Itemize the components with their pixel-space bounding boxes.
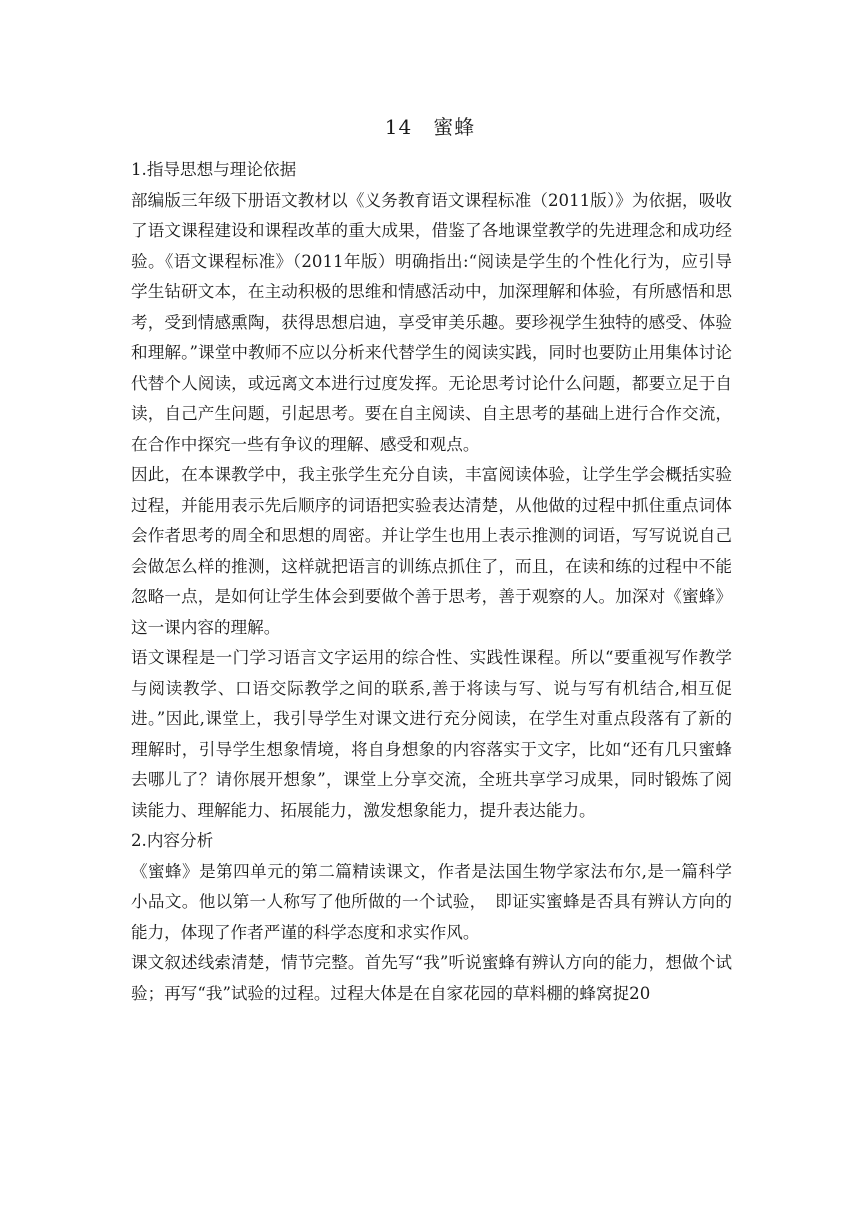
document-title: 14 蜜蜂 [384, 115, 476, 139]
section-heading-content-analysis: 2.内容分析 [131, 831, 214, 850]
paragraph-text-introduction: 《蜜蜂》是第四单元的第二篇精读课文，作者是法国生物学家法布尔,是一篇科学小品文。他以第一人称写了他所做的一个试验， 即证实蜜蜂是否具有辨认方向的能力，体现了作者严谨的科学态度和求实作风。 [131, 861, 732, 942]
paragraph-teaching-approach: 因此，在本课教学中，我主张学生充分自读，丰富阅读体验，让学生学会概括实验过程，并能用表示先后顺序的词语把实验表达清楚，从他做的过程中抓住重点词体会作者思考的周全和思想的周密。并让学生也用上表示推测的词语，写写说说自己会做怎么样的推测，这样就把语言的训练点抓住了，而且，在读和练的过程中不能忽略一点，是如何让学生体会到要做个善于思考，善于观察的人。加深对《蜜蜂》这一课内容的理解。 [131, 465, 732, 637]
section-heading-guiding-ideology: 1.指导思想与理论依据 [131, 160, 297, 179]
document-body [131, 155, 732, 1009]
paragraph-reading-writing: 语文课程是一门学习语言文字运用的综合性、实践性课程。所以“要重视写作教学与阅读教学、口语交际教学之间的联系,善于将读与写、说与写有机结合,相互促进。”因此,课堂上，我引导学生对课文进行充分阅读，在学生对重点段落有了新的理解时，引导学生想象情境，将自身想象的内容落实于文字，比如“还有几只蜜蜂去哪儿了？请你展开想象”，课堂上分享交流，全班共享学习成果，同时锻炼了阅读能力、理解能力、拓展能力，激发想象能力，提升表达能力。 [131, 648, 732, 820]
paragraph-narrative-clue: 课文叙述线索清楚，情节完整。首先写“我”听说蜜蜂有辨认方向的能力，想做个试验；再写“我”试验的过程。过程大体是在自家花园的草料棚的蜂窝捉20 [131, 953, 732, 1003]
paragraph-curriculum-standard: 部编版三年级下册语文教材以《义务教育语文课程标准（2011版）》为依据，吸收了语文课程建设和课程改革的重大成果，借鉴了各地课堂教学的先进理念和成功经验。《语文课程标准》（2011年版）明确指出:“阅读是学生的个性化行为，应引导学生钻研文本，在主动积极的思维和情感活动中，加深理解和体验，有所感悟和思考，受到情感熏陶，获得思想启迪，享受审美乐趣。要珍视学生独特的感受、体验和理解。”课堂中教师不应以分析来代替学生的阅读实践，同时也要防止用集体讨论代替个人阅读，或远离文本进行过度发挥。无论思考讨论什么问题，都要立足于自读，自己产生问题，引起思考。要在自主阅读、自主思考的基础上进行合作交流，在合作中探究一些有争议的理解、感受和观点。 [131, 190, 732, 454]
